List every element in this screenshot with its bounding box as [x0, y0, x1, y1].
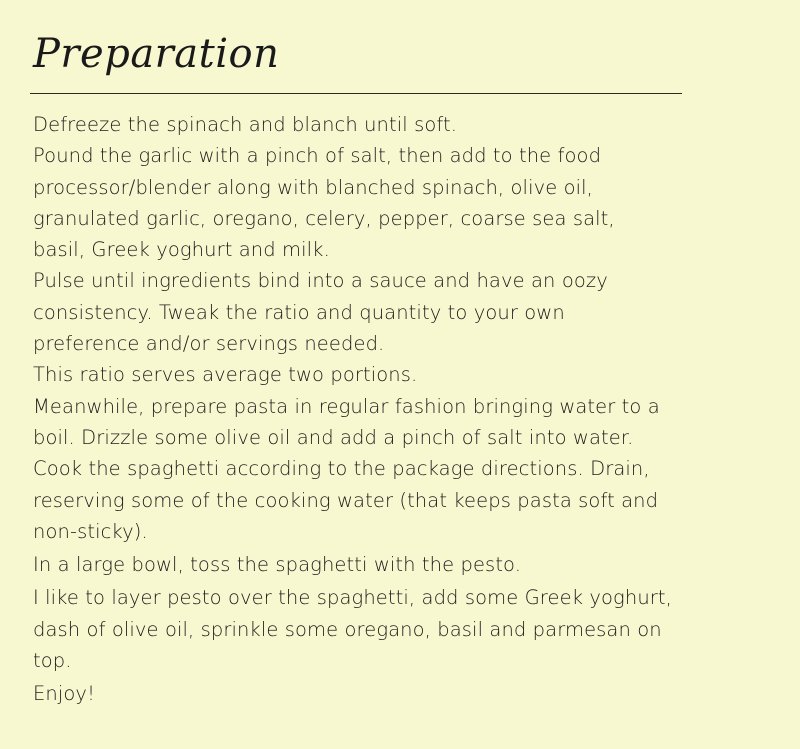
step-4: This ratio serves average two portions. [33, 363, 418, 387]
step-8: Enjoy! [33, 682, 95, 706]
section-title: Preparation [33, 31, 280, 77]
step-3: Pulse until ingredients bind into a sauce and have an oozy consistency. Tweak the ratio and quantity to your own preference and/or servings needed. [33, 269, 608, 356]
step-5: Meanwhile, prepare pasta in regular fashion bringing water to a boil. Drizzle some olive oil and add a pinch of salt into water. Cook the spaghetti according to the package directions. Drain, reserving some of the cooking water (that keeps pasta soft and non-sticky). [33, 394, 660, 543]
title-divider [30, 93, 682, 94]
step-6: In a large bowl, toss the spaghetti with the pesto. [33, 553, 522, 577]
step-1: Defreeze the spinach and blanch until soft. [33, 113, 458, 136]
step-7: I like to layer pesto over the spaghetti, add some Greek yoghurt, dash of olive oil, sprinkle some oregano, basil and parmesan on top. [33, 586, 672, 673]
preparation-steps [33, 109, 673, 710]
step-2: Pound the garlic with a pinch of salt, then add to the food processor/blender along with blanched spinach, olive oil, granulated garlic, oregano, celery, pepper, coarse sea salt, basil, Greek yoghurt and milk. [33, 144, 615, 262]
